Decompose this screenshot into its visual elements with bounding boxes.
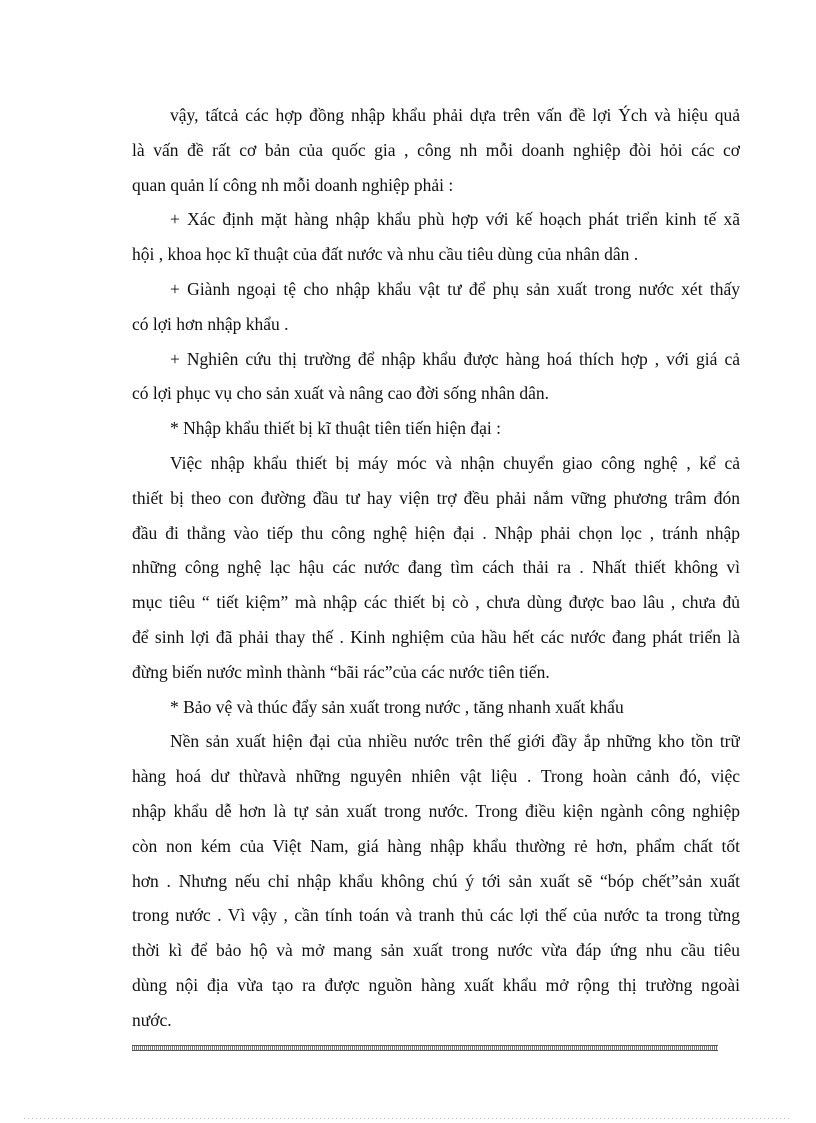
text-line: hàng hoá dư thừavà những nguyên nhiên vật liệu . Trong hoàn cảnh đó, việc (132, 766, 740, 787)
text-line: Nền sản xuất hiện đại của nhiều nước trên thế giới đầy ắp những kho tồn trữ (170, 731, 740, 752)
text-line: hơn . Nhưng nếu chỉ nhập khẩu không chú ý tới sản xuất sẽ “bóp chết”sản xuất (132, 870, 740, 891)
text-line: + Giành ngoại tệ cho nhập khẩu vật tư để phụ sản xuất trong nước xét thấy (170, 278, 740, 299)
text-line: nước. (132, 1009, 172, 1030)
footer-rule (132, 1045, 718, 1051)
text-line: để sinh lợi đã phải thay thế . Kinh nghiệm của hầu hết các nước đang phát triển là (132, 626, 740, 647)
text-line: + Nghiên cứu thị trường để nhập khẩu được hàng hoá thích hợp , với giá cả (170, 348, 740, 369)
text-line: Việc nhập khẩu thiết bị máy móc và nhận chuyển giao công nghệ , kể cả (170, 452, 740, 473)
text-line: những công nghệ lạc hậu các nước đang tìm cách thải ra . Nhất thiết không vì (132, 557, 740, 578)
text-line: trong nước . Vì vậy , cần tính toán và tranh thủ các lợi thế của nước ta trong từng (132, 905, 740, 926)
text-line: đừng biến nước mình thành “bãi rác”của các nước tiên tiến. (132, 661, 550, 682)
text-line: thiết bị theo con đường đầu tư hay viện trợ đều phải nắm vững phương trâm đón (132, 487, 740, 508)
text-line: dùng nội địa vừa tạo ra được nguồn hàng xuất khẩu mở rộng thị trường ngoài (132, 974, 740, 995)
text-line: + Xác định mặt hàng nhập khẩu phù hợp với kế hoạch phát triển kinh tế xã (170, 209, 740, 230)
section-heading: * Bảo vệ và thúc đẩy sản xuất trong nước , tăng nhanh xuất khẩu (170, 696, 624, 717)
text-line: vậy, tấtcả các hợp đồng nhập khẩu phải dựa trên vấn đề lợi Ých và hiệu quả (170, 105, 740, 125)
text-line: còn non kém của Việt Nam, giá hàng nhập khẩu thường rẻ hơn, phẩm chất tốt (132, 835, 740, 856)
text-line: quan quản lí công nh mỗi doanh nghiệp phải : (132, 174, 454, 195)
text-line: là vấn đề rất cơ bản của quốc gia , công nh mỗi doanh nghiệp đòi hỏi các cơ (132, 139, 740, 160)
text-line: nhập khẩu dễ hơn là tự sản xuất trong nước. Trong điều kiện ngành công nghiệp (132, 800, 740, 821)
text-line: có lợi hơn nhập khẩu . (132, 313, 289, 334)
text-line: thời kì để bảo hộ và mở mang sản xuất trong nước vừa đáp ứng nhu cầu tiêu (132, 940, 740, 961)
text-line: có lợi phục vụ cho sản xuất và nâng cao đời sống nhân dân. (132, 383, 550, 404)
page-border-dots (24, 1118, 792, 1119)
text-line: hội , khoa học kĩ thuật của đất nước và nhu cầu tiêu dùng của nhân dân . (132, 244, 639, 265)
text-line: mục tiêu “ tiết kiệm” mà nhập các thiết bị cò , chưa dùng được bao lâu , chưa đủ (132, 592, 740, 613)
section-heading: * Nhập khẩu thiết bị kĩ thuật tiên tiến hiện đại : (170, 418, 501, 439)
body-text (132, 98, 740, 1038)
text-line: đầu đi thẳng vào tiếp thu công nghệ hiện đại . Nhập phải chọn lọc , tránh nhập (132, 522, 740, 543)
